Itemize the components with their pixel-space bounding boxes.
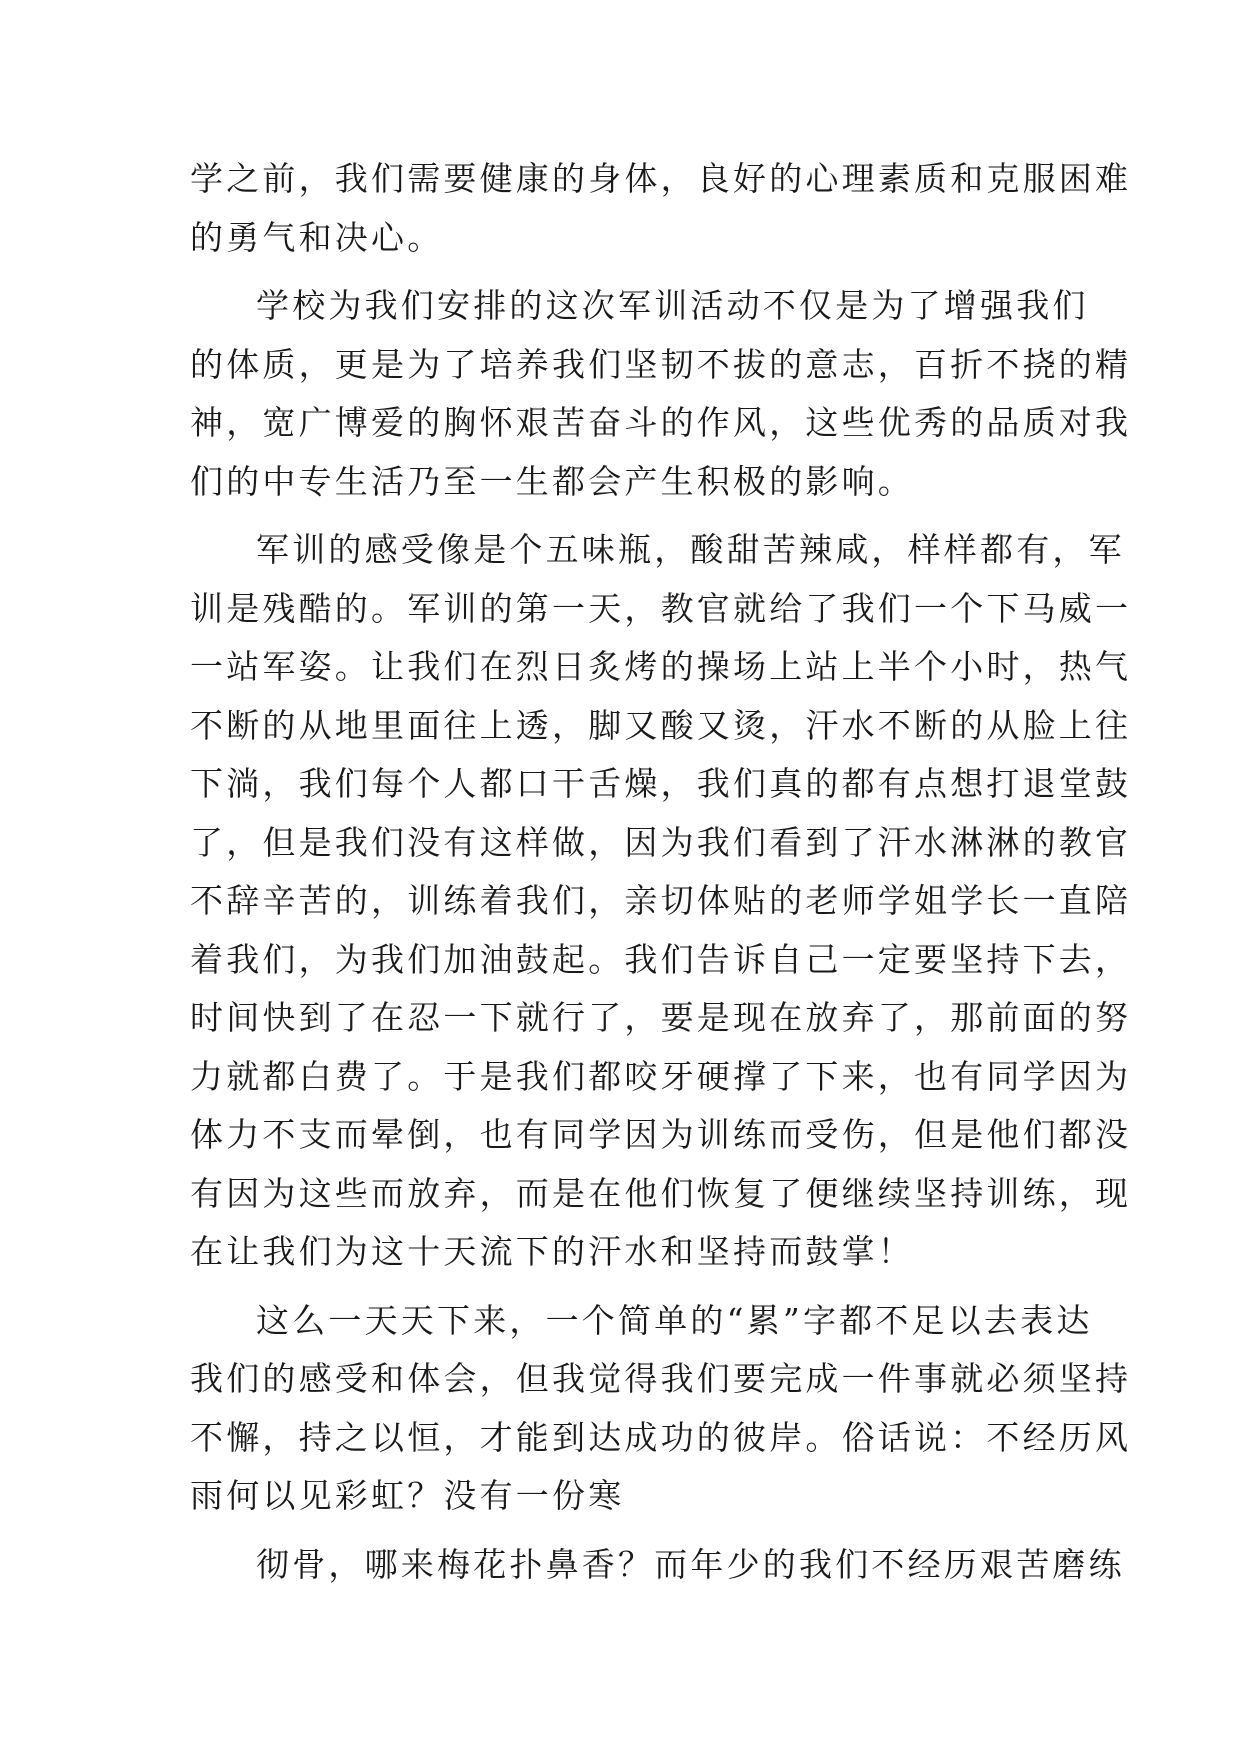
- text-line: 神，宽广博爱的胸怀艰苦奋斗的作风，这些优秀的品质对我: [190, 403, 1132, 442]
- text-line: 了，但是我们没有这样做，因为我们看到了汗水淋淋的教官: [190, 822, 1132, 862]
- paragraph-5: [190, 1536, 1125, 1595]
- text-line: 这么一天天下来，一个简单的“累”字都不足以去表达: [256, 1300, 1093, 1340]
- paragraph-1: [190, 150, 1132, 267]
- text-line: 力就都白费了。于是我们都咬牙硬撑了下来，也有同学因为: [190, 1056, 1132, 1096]
- text-line: 不断的从地里面往上透，脚又酸又烫，汗水不断的从脸上往: [190, 705, 1132, 745]
- text-line: 的勇气和决心。: [190, 217, 444, 257]
- text-line: 在让我们为这十天流下的汗水和坚持而鼓掌！: [190, 1232, 914, 1271]
- text-line: 我们的感受和体会，但我觉得我们要完成一件事就必须坚持: [190, 1359, 1132, 1398]
- text-line: 的体质，更是为了培养我们坚韧不拔的意志，百折不挠的精: [190, 344, 1132, 384]
- text-line: 有因为这些而放弃，而是在他们恢复了便继续坚持训练，现: [190, 1173, 1132, 1213]
- document-body: [190, 150, 1132, 1594]
- text-line: 们的中专生活乃至一生都会产生积极的影响。: [190, 461, 914, 501]
- paragraph-4: [190, 1292, 1132, 1526]
- text-line: 训是残酷的。军训的第一天，教官就给了我们一个下马威一: [190, 588, 1132, 628]
- text-line: 一站军姿。让我们在烈日炙烤的操场上站上半个小时，热气: [190, 647, 1132, 686]
- text-line: 着我们，为我们加油鼓起。我们告诉自己一定要坚持下去，: [190, 939, 1132, 979]
- text-line: 不懈，持之以恒，才能到达成功的彼岸。俗话说：不经历风: [190, 1417, 1132, 1457]
- paragraph-2: [190, 277, 1132, 511]
- text-line: 学校为我们安排的这次军训活动不仅是为了增强我们: [256, 286, 1089, 325]
- text-line: 时间快到了在忍一下就行了，要是现在放弃了，那前面的努: [190, 998, 1132, 1037]
- text-line: 下淌，我们每个人都口干舌燥，我们真的都有点想打退堂鼓: [190, 764, 1132, 803]
- text-line: 彻骨，哪来梅花扑鼻香？而年少的我们不经历艰苦磨练: [256, 1544, 1125, 1584]
- text-line: 雨何以见彩虹？没有一份寒: [190, 1476, 625, 1515]
- text-line: 军训的感受像是个五味瓶，酸甜苦辣咸，样样都有，军: [256, 530, 1125, 569]
- paragraph-3: [190, 521, 1132, 1282]
- text-line: 学之前，我们需要健康的身体，良好的心理素质和克服困难: [190, 159, 1132, 198]
- text-line: 不辞辛苦的，训练着我们，亲切体贴的老师学姐学长一直陪: [190, 881, 1132, 920]
- text-line: 体力不支而晕倒，也有同学因为训练而受伤，但是他们都没: [190, 1115, 1132, 1154]
